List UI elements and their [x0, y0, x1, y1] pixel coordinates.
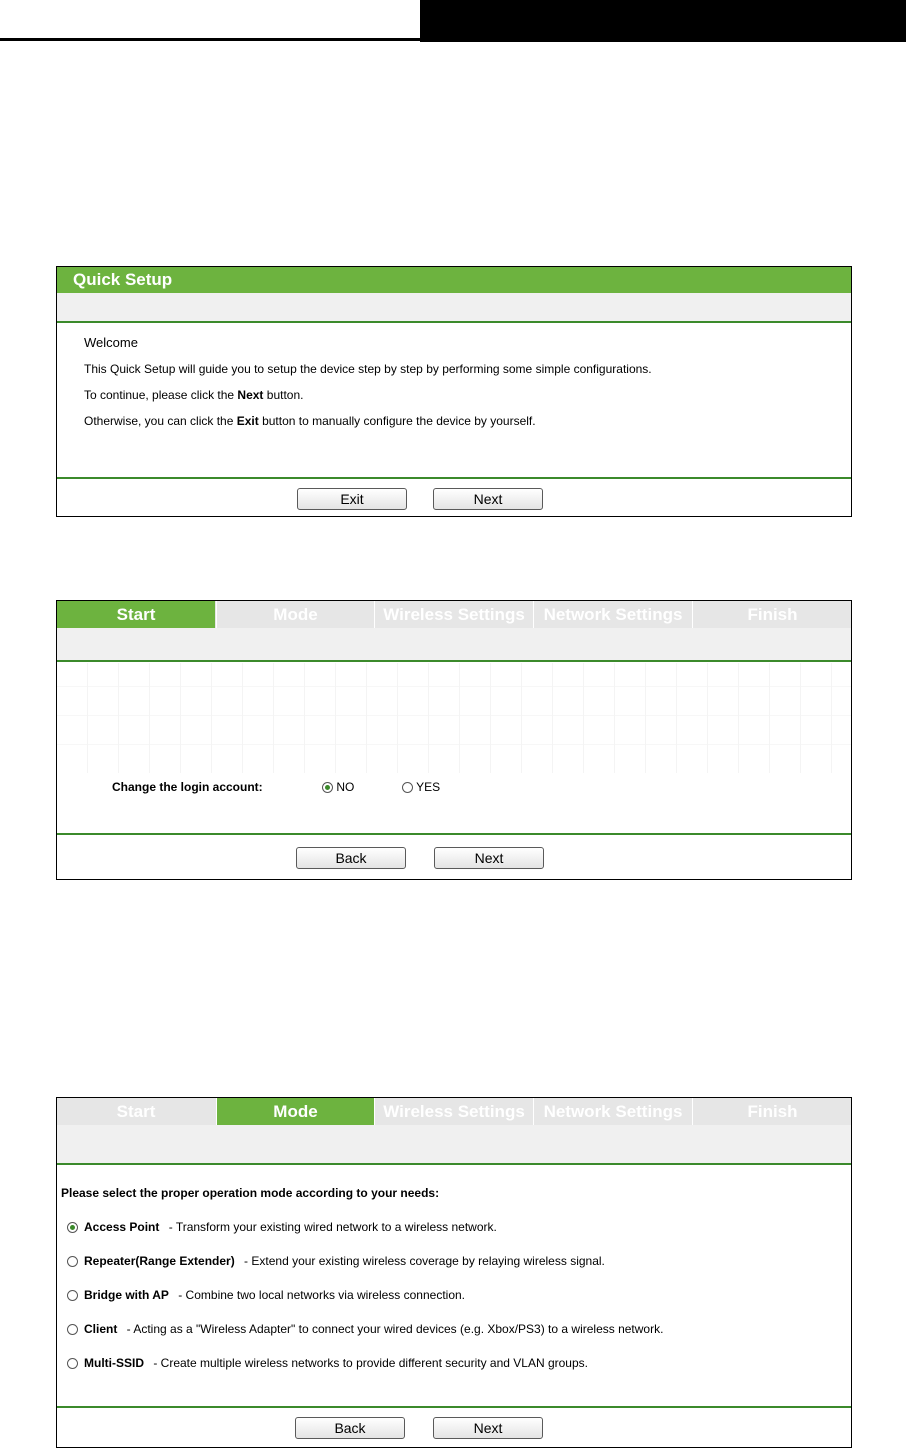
panel-title: Quick Setup	[57, 267, 851, 293]
exit-button[interactable]: Exit	[297, 488, 407, 510]
mode-desc: - Create multiple wireless networks to provide different security and VLAN groups.	[150, 1356, 588, 1370]
tab-finish: Finish	[692, 601, 852, 628]
panel-subheader	[57, 293, 851, 323]
radio-access-point[interactable]	[67, 1222, 78, 1233]
welcome-line-2	[84, 387, 851, 403]
header-rule	[0, 38, 420, 41]
wizard-tabs	[57, 601, 851, 628]
wizard-tabs	[57, 1098, 851, 1125]
quick-setup-panel	[56, 266, 852, 517]
line2-bold: Next	[237, 388, 264, 402]
tab-wireless-settings: Wireless Settings	[374, 1098, 533, 1125]
option-yes[interactable]	[402, 778, 440, 796]
radio-yes[interactable]	[402, 782, 413, 793]
mode-name: Multi-SSID	[84, 1356, 144, 1370]
tab-start: Start	[57, 1098, 215, 1125]
back-button[interactable]: Back	[296, 847, 406, 869]
option-no[interactable]	[322, 778, 354, 796]
radio-repeater[interactable]	[67, 1256, 78, 1267]
tab-mode: Mode	[216, 1098, 374, 1125]
tab-network-settings: Network Settings	[533, 1098, 692, 1125]
panel-footer	[57, 1406, 851, 1447]
option-no-label: NO	[336, 780, 355, 794]
tab-mode: Mode	[216, 601, 374, 628]
mode-access-point[interactable]	[61, 1218, 663, 1236]
radio-bridge-with-ap[interactable]	[67, 1290, 78, 1301]
mode-name: Bridge with AP	[84, 1288, 169, 1302]
radio-no[interactable]	[322, 782, 333, 793]
panel-subheader	[57, 1125, 851, 1165]
button-row	[57, 1417, 851, 1439]
mode-desc: - Extend your existing wireless coverage by relaying wireless signal.	[240, 1254, 605, 1268]
panel-footer	[57, 477, 851, 516]
welcome-line-3	[84, 413, 851, 429]
mode-name: Access Point	[84, 1220, 160, 1234]
mode-client[interactable]	[61, 1320, 663, 1338]
mode-name: Repeater(Range Extender)	[84, 1254, 235, 1268]
next-button[interactable]: Next	[434, 847, 544, 869]
button-row	[57, 847, 851, 869]
line3-bold: Exit	[236, 414, 259, 428]
radio-client[interactable]	[67, 1324, 78, 1335]
back-button[interactable]: Back	[295, 1417, 405, 1439]
mode-step-panel	[56, 1097, 852, 1448]
mode-name: Client	[84, 1322, 118, 1336]
line3-pre: Otherwise, you can click the	[84, 414, 237, 428]
welcome-body	[57, 323, 851, 429]
tab-finish: Finish	[692, 1098, 852, 1125]
line3-post: button to manually configure the device by yourself.	[258, 414, 536, 428]
mode-heading: Please select the proper operation mode according to your needs:	[61, 1186, 440, 1200]
button-row	[57, 488, 851, 510]
header-black-bar	[420, 0, 906, 42]
login-account-label: Change the login account:	[112, 780, 263, 794]
mode-desc: - Combine two local networks via wireless connection.	[174, 1288, 466, 1302]
next-button[interactable]: Next	[433, 488, 543, 510]
mode-desc: - Acting as a "Wireless Adapter" to connect your wired devices (e.g. Xbox/PS3) to a wireless network.	[123, 1322, 664, 1336]
panel-footer	[57, 833, 851, 879]
tab-network-settings: Network Settings	[533, 601, 692, 628]
radio-multi-ssid[interactable]	[67, 1358, 78, 1369]
line2-pre: To continue, please click the	[84, 388, 238, 402]
next-button[interactable]: Next	[433, 1417, 543, 1439]
mode-list	[61, 1184, 663, 1388]
welcome-heading: Welcome	[84, 335, 138, 350]
tab-wireless-settings: Wireless Settings	[374, 601, 533, 628]
start-step-panel	[56, 600, 852, 880]
option-yes-label: YES	[416, 780, 441, 794]
background-grid	[57, 663, 851, 773]
panel-subheader	[57, 628, 851, 662]
mode-bridge-with-ap[interactable]	[61, 1286, 663, 1304]
welcome-line-1: This Quick Setup will guide you to setup the device step by step by performing some simple configurations.	[84, 362, 652, 376]
mode-desc: - Transform your existing wired network to a wireless network.	[165, 1220, 497, 1234]
mode-multi-ssid[interactable]	[61, 1354, 663, 1372]
line2-post: button.	[263, 388, 304, 402]
mode-repeater[interactable]	[61, 1252, 663, 1270]
tab-start: Start	[57, 601, 215, 628]
